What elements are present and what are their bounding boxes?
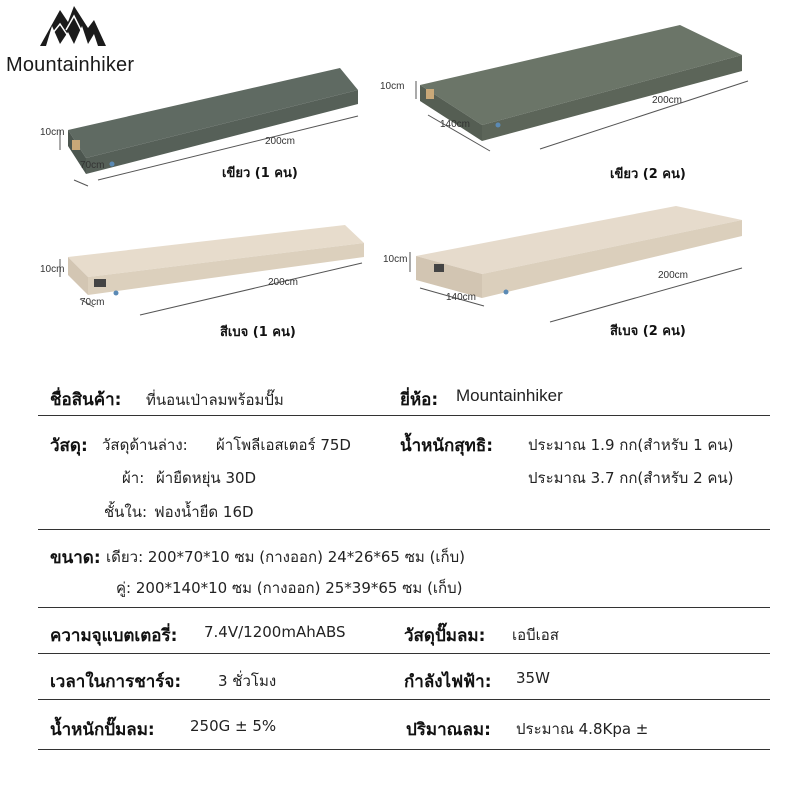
charge-value: 3 ชั่วโมง xyxy=(218,672,277,690)
spec-row-size xyxy=(38,530,770,608)
size-single: เดียว: 200*70*10 ซม (กางออก) 24*26*65 ซม (เก็บ) xyxy=(106,548,466,566)
power-value: 35W xyxy=(516,669,550,687)
product-green-double xyxy=(380,15,760,190)
spec-row-battery xyxy=(38,608,770,654)
product-beige-single xyxy=(40,215,370,345)
material-label: วัสดุ: xyxy=(50,436,88,456)
width-label: 140cm xyxy=(446,292,477,303)
pump-material-label: วัสดุปั๊มลม: xyxy=(404,626,486,646)
mountain-logo-icon xyxy=(38,4,108,48)
air-value: ประมาณ 4.8Kpa ± xyxy=(516,720,649,738)
pump-weight-label: น้ำหนักปั๊มลม: xyxy=(50,720,155,740)
material-inner-label: ชั้นใน: xyxy=(104,503,148,521)
weight-double: ประมาณ 3.7 กก(สำหรับ 2 คน) xyxy=(528,469,734,487)
material-fabric-value: ผ้ายืดหยุ่น 30D xyxy=(156,469,257,487)
width-label: 70cm xyxy=(80,297,105,308)
air-label: ปริมาณลม: xyxy=(406,720,491,740)
brand-name: Mountainhiker xyxy=(6,54,135,76)
length-label: 200cm xyxy=(265,136,296,147)
product-caption: เขียว (2 คน) xyxy=(610,167,686,182)
length-label: 200cm xyxy=(658,270,689,281)
spec-row-pump xyxy=(38,700,770,750)
height-label: 10cm xyxy=(383,254,408,265)
battery-label: ความจุแบตเตอรี่: xyxy=(50,626,178,646)
product-caption: สีเบจ (2 คน) xyxy=(610,324,686,339)
size-double: คู่: 200*140*10 ซม (กางออก) 25*39*65 ซม (เก็บ) xyxy=(116,579,463,597)
length-label: 200cm xyxy=(652,95,683,106)
product-green-single xyxy=(40,60,370,190)
name-label: ชื่อสินค้า: xyxy=(50,390,122,410)
width-label: 70cm xyxy=(80,160,105,171)
battery-value: 7.4V/1200mAhABS xyxy=(204,623,346,641)
material-bottom-value: ผ้าโพลีเอสเตอร์ 75D xyxy=(216,436,351,454)
mattress-image xyxy=(40,215,370,345)
charge-label: เวลาในการชาร์จ: xyxy=(50,672,182,692)
spec-row-name xyxy=(38,368,770,416)
pump-material-value: เอบีเอส xyxy=(512,626,559,644)
brand-label: ยี่ห้อ: xyxy=(400,390,439,410)
spec-row-material xyxy=(38,416,770,530)
pump-weight-value: 250G ± 5% xyxy=(190,717,277,735)
height-label: 10cm xyxy=(40,264,65,275)
size-label: ขนาด: xyxy=(50,548,101,568)
product-caption: เขียว (1 คน) xyxy=(222,166,298,181)
product-caption: สีเบจ (1 คน) xyxy=(220,325,296,340)
height-label: 10cm xyxy=(40,127,65,138)
brand-value: Mountainhiker xyxy=(456,386,563,405)
weight-label: น้ำหนักสุทธิ: xyxy=(400,436,494,456)
mattress-image xyxy=(380,200,760,350)
material-inner-value: ฟองน้ำยืด 16D xyxy=(154,503,254,521)
name-value: ที่นอนเป่าลมพร้อมปั๊ม xyxy=(146,391,284,409)
spec-row-charge xyxy=(38,654,770,700)
width-label: 140cm xyxy=(440,119,471,130)
product-beige-double xyxy=(380,200,760,350)
power-label: กำลังไฟฟ้า: xyxy=(404,672,492,692)
spec-table xyxy=(38,368,770,750)
length-label: 200cm xyxy=(268,277,299,288)
height-label: 10cm xyxy=(380,81,405,92)
weight-single: ประมาณ 1.9 กก(สำหรับ 1 คน) xyxy=(528,436,734,454)
mattress-image xyxy=(380,15,760,190)
material-fabric-label: ผ้า: xyxy=(122,469,145,487)
material-bottom-label: วัสดุด้านล่าง: xyxy=(102,436,188,454)
